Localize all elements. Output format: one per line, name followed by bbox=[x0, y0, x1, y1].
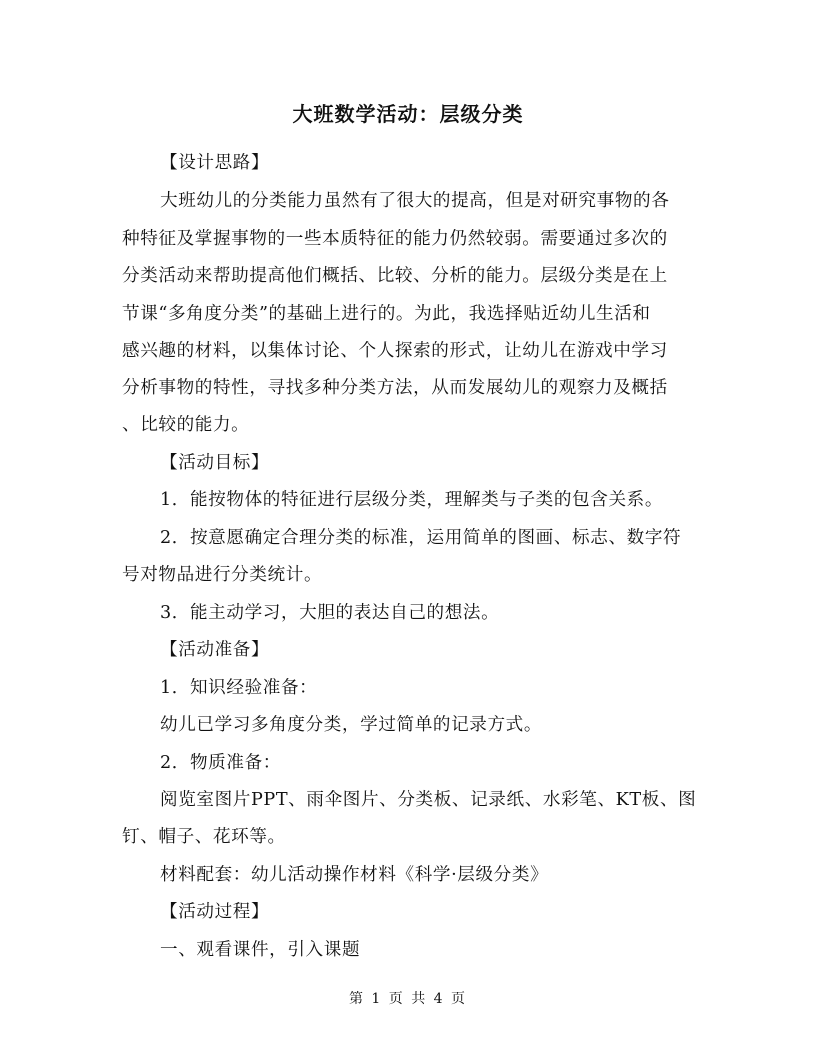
paragraph-line: 、比较的能力。 bbox=[122, 415, 250, 435]
list-item: 1．知识经验准备： bbox=[160, 678, 318, 698]
section-heading-process: 【活动过程】 bbox=[160, 902, 270, 922]
document-title: 大班数学活动：层级分类 bbox=[292, 102, 524, 126]
paragraph-line: 分析事物的特性，寻找多种分类方法，从而发展幼儿的观察力及概括 bbox=[122, 378, 668, 398]
section-heading-prep: 【活动准备】 bbox=[160, 640, 270, 660]
list-item: 3．能主动学习，大胆的表达自己的想法。 bbox=[160, 603, 500, 623]
list-item: 2．按意愿确定合理分类的标准，运用简单的图画、标志、数字符 bbox=[160, 528, 682, 548]
paragraph-line: 阅览室图片PPT、雨伞图片、分类板、记录纸、水彩笔、KT板、图 bbox=[160, 790, 697, 810]
page-footer: 第 1 页 共 4 页 bbox=[348, 991, 468, 1007]
paragraph-line: 钉、帽子、花环等。 bbox=[122, 827, 286, 847]
paragraph-line: 幼儿已学习多角度分类，学过简单的记录方式。 bbox=[160, 715, 543, 735]
paragraph-line: 大班幼儿的分类能力虽然有了很大的提高，但是对研究事物的各 bbox=[160, 191, 670, 211]
paragraph-line: 号对物品进行分类统计。 bbox=[122, 565, 323, 585]
section-heading-goals: 【活动目标】 bbox=[160, 453, 270, 473]
paragraph-line: 一、观看课件，引入课题 bbox=[160, 940, 361, 960]
paragraph-line: 种特征及掌握事物的一些本质特征的能力仍然较弱。需要通过多次的 bbox=[122, 229, 668, 249]
list-item: 1．能按物体的特征进行层级分类，理解类与子类的包含关系。 bbox=[160, 490, 664, 510]
paragraph-line: 材料配套：幼儿活动操作材料《科学·层级分类》 bbox=[160, 865, 549, 885]
section-heading-design: 【设计思路】 bbox=[160, 153, 270, 173]
paragraph-line: 感兴趣的材料，以集体讨论、个人探索的形式，让幼儿在游戏中学习 bbox=[122, 341, 668, 361]
paragraph-line: 节课“多角度分类”的基础上进行的。为此，我选择贴近幼儿生活和 bbox=[122, 304, 651, 324]
paragraph-line: 分类活动来帮助提高他们概括、比较、分析的能力。层级分类是在上 bbox=[122, 266, 668, 286]
list-item: 2．物质准备： bbox=[160, 753, 281, 773]
